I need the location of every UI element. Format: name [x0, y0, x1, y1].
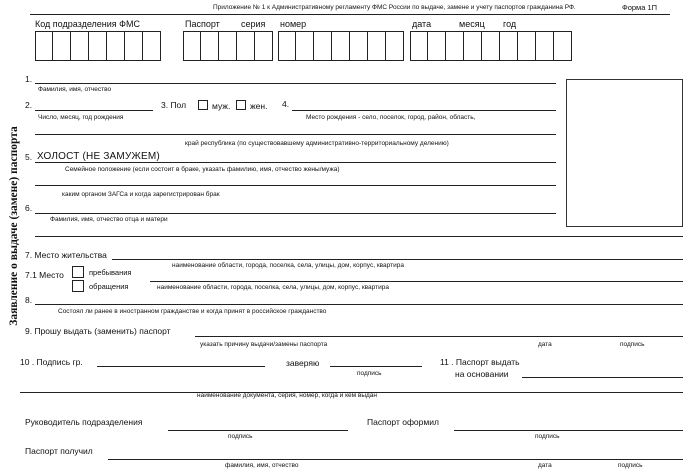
- male-label: муж.: [212, 101, 231, 111]
- birthplace-hint-2: край республика (по существовавшему административно-территориальному делению): [185, 140, 449, 147]
- year-label: год: [503, 19, 517, 29]
- appeal-line[interactable]: [150, 281, 683, 282]
- passport-number-cells[interactable]: [278, 31, 404, 61]
- field-71-label: 7.1 Место: [25, 270, 64, 280]
- marital-line[interactable]: [35, 162, 556, 163]
- male-checkbox[interactable]: [198, 100, 208, 110]
- reason-line[interactable]: [195, 336, 683, 337]
- prepared-sign-hint: подпись: [535, 433, 560, 440]
- residence-hint: наименование области, города, поселка, села, улицы, дом, корпус, квартира: [172, 262, 404, 269]
- certify-sign-hint: подпись: [357, 370, 382, 377]
- parents-line[interactable]: [35, 213, 556, 214]
- received-line[interactable]: [108, 459, 683, 460]
- document-hint: наименование документа, серия, номер, когда и кем выдан: [197, 392, 378, 399]
- issue-label-2: на основании: [455, 369, 509, 379]
- request-label: 9. Прошу выдать (заменить) паспорт: [25, 326, 171, 336]
- parents-hint: Фамилия, имя, отчество отца и матери: [50, 216, 168, 223]
- citizen-sign-line[interactable]: [97, 366, 265, 367]
- received-fio-hint: фамилия, имя, отчество: [225, 462, 299, 469]
- prepared-sign-line[interactable]: [454, 430, 683, 431]
- passport-label: Паспорт: [185, 19, 220, 29]
- head-sign-line[interactable]: [168, 430, 348, 431]
- head-label: Руководитель подразделения: [25, 417, 143, 427]
- parents-line-2[interactable]: [35, 236, 683, 237]
- field-8-number: 8.: [25, 295, 33, 305]
- fms-code-label: Код подразделения ФМС: [35, 19, 140, 29]
- issue-basis-line[interactable]: [522, 377, 683, 378]
- birthplace-line-2[interactable]: [35, 134, 556, 135]
- residence-line[interactable]: [112, 259, 683, 260]
- fio-line[interactable]: [35, 83, 556, 84]
- fms-code-cells[interactable]: [35, 31, 161, 61]
- field-5-number: 5.: [25, 152, 33, 162]
- stay-label: пребывания: [89, 268, 132, 277]
- issue-label-1: 11 . Паспорт выдать: [440, 357, 520, 367]
- date-label: дата: [412, 19, 432, 29]
- side-title: Заявление о выдаче (замене) паспорта: [8, 126, 20, 326]
- form-label: Форма 1П: [622, 3, 658, 12]
- citizen-sign-label: 10 . Подпись гр.: [20, 357, 83, 367]
- citizenship-hint: Состоял ли ранее в иностранном гражданстве и когда принят в российское гражданство: [58, 308, 327, 315]
- request-date-hint: дата: [538, 341, 552, 348]
- female-checkbox[interactable]: [236, 100, 246, 110]
- birthdate-line[interactable]: [35, 110, 153, 111]
- birthdate-hint: Число, месяц, год рождения: [38, 114, 124, 121]
- month-label: месяц: [459, 19, 485, 29]
- received-date-hint: дата: [538, 462, 552, 469]
- birthplace-hint: Место рождения - село, поселок, город, район, область,: [306, 114, 476, 121]
- photo-box: [566, 79, 683, 227]
- number-label: номер: [280, 19, 307, 29]
- marital-hint: Семейное положение (если состоит в браке, указать фамилию, имя, отчество жены/мужа): [65, 166, 340, 173]
- sex-label: 3. Пол: [161, 100, 187, 110]
- issue-date-cells[interactable]: [410, 31, 572, 61]
- registry-hint: каким органом ЗАГСа и когда зарегистрирован брак: [62, 191, 220, 198]
- head-sign-hint: подпись: [228, 433, 253, 440]
- female-label: жен.: [250, 101, 268, 111]
- regulation-note: Приложение № 1 к Административному регламенту ФМС России по выдаче, замене и учету паспортов гражданина РФ.: [213, 4, 576, 11]
- appeal-hint: наименование области, города, поселка, села, улицы, дом, корпус, квартира: [157, 284, 389, 291]
- certify-label: заверяю: [286, 358, 320, 368]
- fio-hint: Фамилия, имя, отчество: [38, 86, 112, 93]
- registry-line[interactable]: [35, 185, 556, 186]
- series-label: серия: [241, 19, 266, 29]
- stay-checkbox[interactable]: [72, 266, 84, 278]
- residence-label: 7. Место жительства: [25, 250, 107, 260]
- birthplace-line[interactable]: [292, 110, 556, 111]
- received-sign-hint: подпись: [618, 462, 643, 469]
- marital-status-value: ХОЛОСТ (НЕ ЗАМУЖЕМ): [37, 151, 160, 162]
- field-6-number: 6.: [25, 203, 33, 213]
- received-label: Паспорт получил: [25, 446, 93, 456]
- passport-series-cells[interactable]: [183, 31, 273, 61]
- header-top-rule: [30, 14, 670, 15]
- field-1-number: 1.: [25, 74, 33, 84]
- request-sign-hint: подпись: [620, 341, 645, 348]
- appeal-label: обращения: [89, 282, 129, 291]
- prepared-label: Паспорт оформил: [367, 417, 439, 427]
- appeal-checkbox[interactable]: [72, 280, 84, 292]
- citizenship-line[interactable]: [35, 304, 683, 305]
- field-4-number: 4.: [282, 99, 290, 109]
- field-2-number: 2.: [25, 100, 33, 110]
- certify-line[interactable]: [330, 366, 422, 367]
- reason-hint: указать причину выдачи/замены паспорта: [200, 341, 328, 348]
